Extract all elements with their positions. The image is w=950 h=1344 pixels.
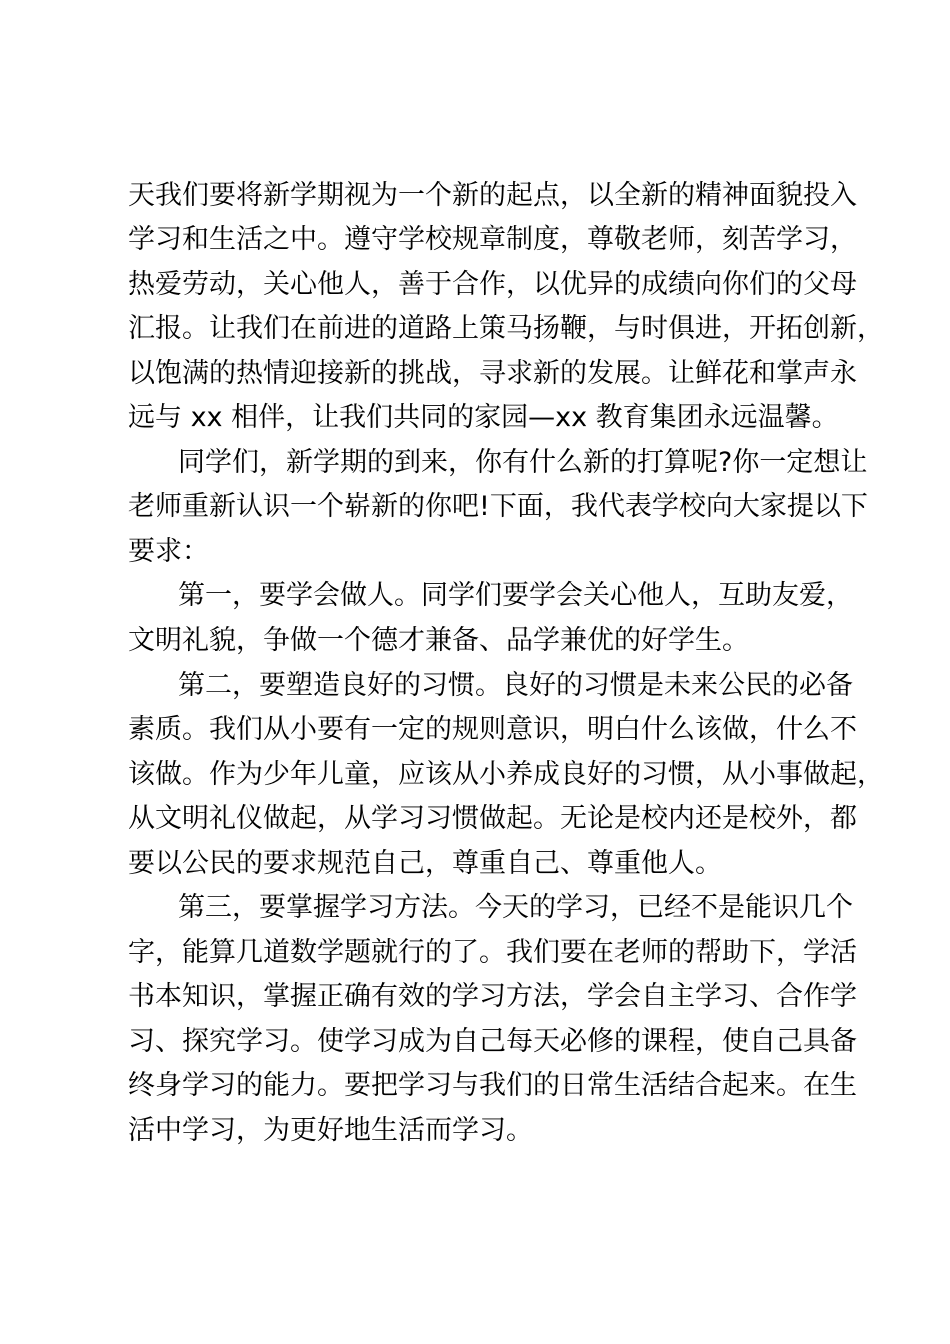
text-line: 终身学习的能力。要把学习与我们的日常生活结合起来。在生 — [128, 1070, 857, 1101]
text-line: 以饱满的热情迎接新的挑战，寻求新的发展。让鲜花和掌声永 — [128, 358, 857, 389]
text-line: 活中学习，为更好地生活而学习。 — [128, 1115, 533, 1146]
text-line: 习、探究学习。使学习成为自己每天必修的课程，使自己具备 — [128, 1026, 857, 1057]
text-line: 从文明礼仪做起，从学习习惯做起。无论是校内还是校外，都 — [128, 803, 857, 834]
text-line: 远与 xx 相伴，让我们共同的家园—xx 教育集团永远温馨。 — [128, 402, 839, 433]
text-line: 要求： — [128, 536, 209, 567]
text-line: 文明礼貌，争做一个德才兼备、品学兼优的好学生。 — [128, 625, 749, 656]
text-line: 热爱劳动，关心他人，善于合作，以优异的成绩向你们的父母 — [128, 269, 857, 300]
text-line: 素质。我们从小要有一定的规则意识，明白什么该做，什么不 — [128, 714, 857, 745]
text-line: 要以公民的要求规范自己，尊重自己、尊重他人。 — [128, 848, 722, 879]
text-line: 汇报。让我们在前进的道路上策马扬鞭，与时俱进，开拓创新， — [128, 313, 884, 344]
text-line: 老师重新认识一个崭新的你吧!下面，我代表学校向大家提以下 — [128, 491, 868, 522]
paragraph-first-line: 第一，要学会做人。同学们要学会关心他人，互助友爱， — [178, 580, 853, 611]
text-line: 字，能算几道数学题就行的了。我们要在老师的帮助下，学活 — [128, 937, 857, 968]
text-line: 书本知识，掌握正确有效的学习方法，学会自主学习、合作学 — [128, 981, 857, 1012]
text-line: 天我们要将新学期视为一个新的起点，以全新的精神面貌投入 — [128, 180, 857, 211]
text-line: 学习和生活之中。遵守学校规章制度，尊敬老师，刻苦学习， — [128, 224, 857, 255]
paragraph-first-line: 同学们，新学期的到来，你有什么新的打算呢?你一定想让 — [178, 447, 868, 478]
text-line: 该做。作为少年儿童，应该从小养成良好的习惯，从小事做起， — [128, 759, 884, 790]
paragraph-first-line: 第二，要塑造良好的习惯。良好的习惯是未来公民的必备 — [178, 670, 853, 701]
paragraph-first-line: 第三，要掌握学习方法。今天的学习，已经不是能识几个 — [178, 892, 853, 923]
